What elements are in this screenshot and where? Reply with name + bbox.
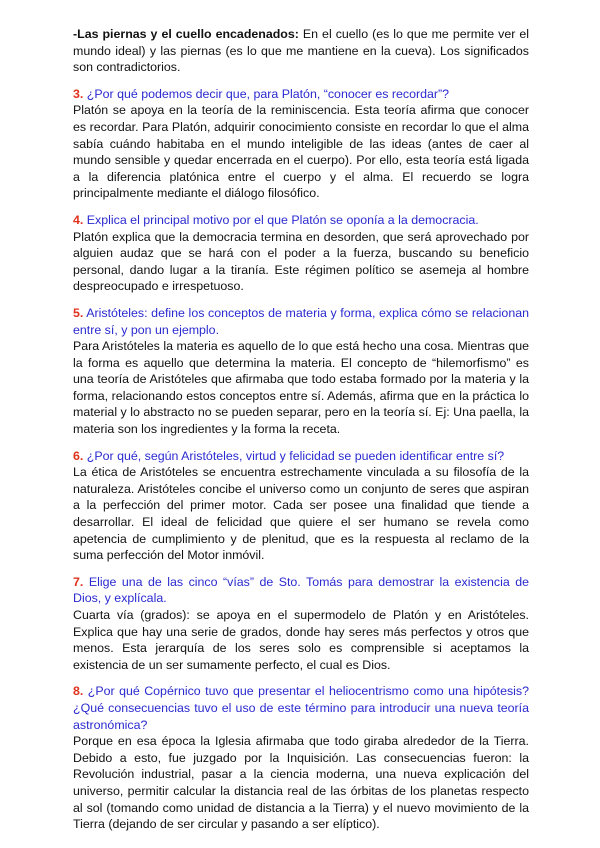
question-number: 6. <box>73 448 84 463</box>
document-body <box>73 26 529 843</box>
question-text: ¿Por qué Copérnico tuvo que presentar el heliocentrismo como una hipótesis? ¿Qué consecuencias tuvo el uso de este término para introducir una nueva teoría astronómica? <box>73 684 529 732</box>
question-section-4 <box>73 212 529 295</box>
question-section-3 <box>73 86 529 202</box>
intro-lead: -Las piernas y el cuello encadenados: <box>73 27 299 41</box>
question-text: Aristóteles: define los conceptos de materia y forma, explica cómo se relacionan entre sí, y pon un ejemplo. <box>73 305 529 337</box>
question-number: 3. <box>73 86 84 101</box>
intro-text: En el cuello (es lo que me permite ver el mundo ideal) y las piernas (es lo que me mantiene en la cueva). Los significados son contradictorios. <box>73 27 529 75</box>
question-number: 4. <box>73 212 84 227</box>
question-heading <box>73 86 529 103</box>
answer-paragraph: La ética de Aristóteles se encuentra estrechamente vinculada a su filosofía de la naturaleza. Aristóteles concibe el universo como un conjunto de seres que aspiran a la perfección del primer motor. Cada ser posee una finalidad que tiende a desarrollar. El ideal de felicidad que quiere el ser humano se revela como apetencia de cumplimiento y de plenitud, que es la respuesta al reclamo de la suma perfección del Motor inmóvil. <box>73 465 529 563</box>
question-heading <box>73 305 529 338</box>
question-number: 7. <box>73 574 84 589</box>
answer-paragraph: Porque en esa época la Iglesia afirmaba que todo giraba alrededor de la Tierra. Debido a esto, fue juzgado por la Inquisición. Las consecuencias fueron: la Revolución industrial, pasar a la ciencia moderna, una nueva explicación del universo, permitir calcular la distancia real de las órbitas de los planetas respecto al sol (tomando como unidad de distancia a la Tierra) y el nuevo movimiento de la Tierra (dejando de ser circular y pasando a ser elíptico). <box>73 734 529 832</box>
question-text: ¿Por qué, según Aristóteles, virtud y felicidad se pueden identificar entre sí? <box>83 448 505 463</box>
question-section-5 <box>73 305 529 438</box>
question-heading <box>73 683 529 733</box>
question-heading <box>73 448 529 465</box>
question-heading <box>73 574 529 607</box>
answer-paragraph: Platón se apoya en la teoría de la reminiscencia. Esta teoría afirma que conocer es recordar. Para Platón, adquirir conocimiento consiste en recordar lo que el alma sabía cuándo habitaba en el mundo inteligible de las ideas (antes de caer al mundo sensible y quedar encerrada en el cuerpo). Por ello, esta teoría está ligada a la diferencia platónica entre el cuerpo y el alma. El recuerdo se logra principalmente mediante el diálogo filosófico. <box>73 103 529 201</box>
question-text: ¿Por qué podemos decir que, para Platón, “conocer es recordar”? <box>83 86 450 101</box>
question-number: 8. <box>73 684 84 699</box>
answer-paragraph: Platón explica que la democracia termina en desorden, que será aprovechado por alguien audaz que se hará con el poder a la fuerza, buscando su beneficio personal, dando lugar a la tiranía. Este régimen político se asemeja al hombre despreocupado e irrespetuoso. <box>73 229 529 294</box>
question-section-8 <box>73 683 529 832</box>
question-text: Elige una de las cinco “vías” de Sto. Tomás para demostrar la existencia de Dios, y explícala. <box>73 574 529 606</box>
intro-paragraph <box>73 26 529 76</box>
question-section-7 <box>73 574 529 674</box>
question-section-6 <box>73 448 529 564</box>
question-number: 5. <box>73 305 84 320</box>
answer-paragraph: Para Aristóteles la materia es aquello de lo que está hecho una cosa. Mientras que la forma es aquello que determina la materia. El concepto de “hilemorfismo” es una teoría de Aristóteles que afirmaba que todo estaba formado por la materia y la forma, relacionando estos conceptos entre sí. Además, afirma que en la práctica lo material y lo abstracto no se pueden separar, pero en la teoría sí. Ej: Una paella, la materia son los ingredientes y la forma la receta. <box>73 339 529 437</box>
question-text: Explica el principal motivo por el que Platón se oponía a la democracia. <box>83 212 479 227</box>
question-heading <box>73 212 529 229</box>
answer-paragraph: Cuarta vía (grados): se apoya en el supermodelo de Platón y en Aristóteles. Explica que hay una serie de grados, donde hay seres más perfectos y otros que menos. Esta jerarquía de los seres solo es comprensible si aceptamos la existencia de un ser sumamente perfecto, el cual es Dios. <box>73 608 529 672</box>
